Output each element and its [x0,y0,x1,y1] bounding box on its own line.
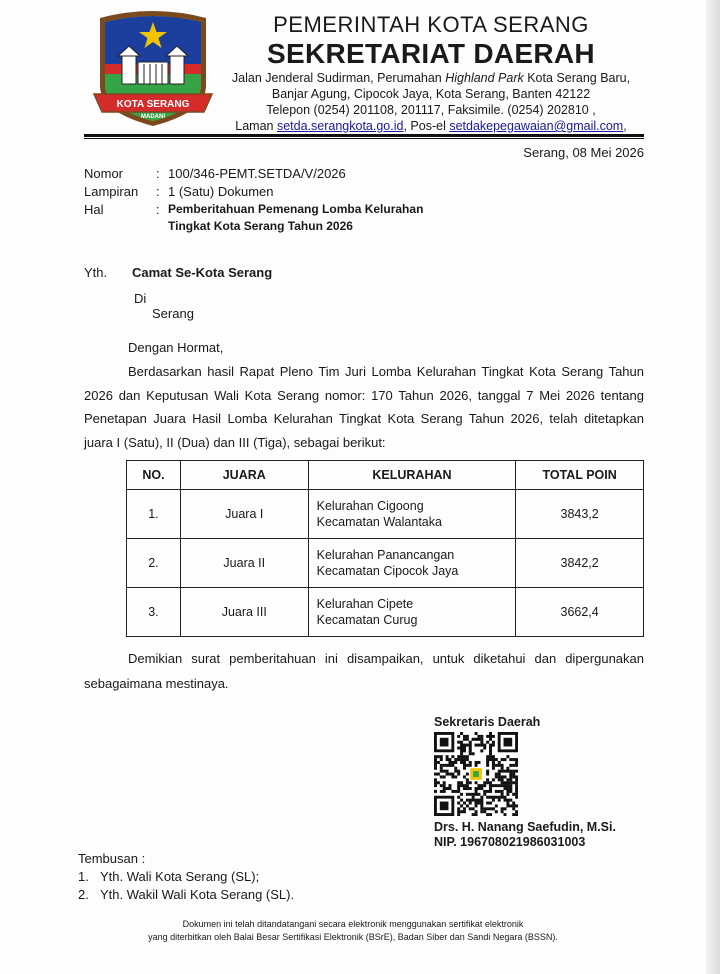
cell-no: 2. [127,539,181,588]
lampiran-colon: : [156,184,160,199]
list-item [78,868,294,886]
cell-poin: 3842,2 [516,539,644,588]
kelurahan-name: Kelurahan Cigoong [316,499,424,513]
email-label: , Pos-el [403,119,450,133]
cell-no: 3. [127,588,181,637]
kecamatan-name: Kecamatan Cipocok Jaya [316,564,459,578]
tembusan-text: Yth. Wali Kota Serang (SL); [100,869,260,884]
qr-code-icon [434,732,518,816]
hal-value-line-1: Pemberitahuan Pemenang Lomba Kelurahan [168,202,424,216]
footer-line-1: Dokumen ini telah ditandatangani secara elektronik menggunakan sertifikat elektronik [182,919,524,929]
header-total-poin: TOTAL POIN [516,461,644,490]
kecamatan-name: Kecamatan Walantaka [316,515,442,529]
hal-label: Hal [84,202,104,217]
addressee-place: Serang [152,306,194,321]
addressee [84,265,273,280]
winners-table [126,460,644,637]
logo-ribbon-text: KOTA SERANG [116,99,190,110]
website-link[interactable]: setda.serangkota.go.id [276,119,404,133]
letter-meta [84,165,498,235]
address-line-1-b: Kota Serang Baru, [523,71,631,85]
website-label: Laman [235,119,277,133]
table-header-row [127,461,644,490]
lampiran-value: 1 (Satu) Dokumen [168,184,274,199]
nomor-colon: : [156,166,160,181]
salutation: Dengan Hormat, [128,340,224,355]
kecamatan-name: Kecamatan Curug [316,613,418,627]
letter-date: Serang, 08 Mei 2026 [523,145,644,160]
lampiran-label: Lampiran [84,184,139,199]
nomor-value: 100/346-PEMT.SETDA/V/2026 [168,166,346,181]
email-link[interactable]: setdakepegawaian@gmail.com [449,119,624,133]
footer-line-2: yang diterbitkan oleh Balai Besar Sertifikasi Elektronik (BSrE), Badan Siber dan Sandi Negara (BSSN). [148,932,558,942]
cell-kelurahan [308,588,516,637]
kelurahan-name: Kelurahan Cipete [316,597,414,611]
letterhead-rule-thick [84,134,644,137]
cell-kelurahan [308,490,516,539]
tembusan-section [78,850,294,904]
cell-kelurahan [308,539,516,588]
tembusan-label: Tembusan : [78,851,146,866]
signatory [434,820,616,850]
letterhead-address [222,70,640,134]
nomor-label: Nomor [84,166,124,181]
tembusan-text: Yth. Wakil Wali Kota Serang (SL). [100,887,295,902]
closing-paragraph: Demikian surat pemberitahuan ini disampaikan, untuk diketahui dan dipergunakan sebagaimana mestinaya. [84,651,644,691]
cell-juara: Juara II [180,539,308,588]
cell-poin: 3843,2 [516,490,644,539]
logo-motto-text: MADANI [141,114,165,120]
kota-serang-emblem-icon [92,8,214,132]
kelurahan-name: Kelurahan Panancangan [316,548,455,562]
tembusan-number: 1. [78,869,89,884]
tembusan-number: 2. [78,887,89,902]
letterhead-end: , [623,119,627,133]
cell-juara: Juara III [180,588,308,637]
list-item [78,886,294,904]
yth-label: Yth. [84,265,108,280]
header-kelurahan: KELURAHAN [308,461,516,490]
signatory-nip: NIP. 196708021986031003 [434,835,586,849]
letterhead-office: SEKRETARIAT DAERAH [267,38,595,69]
table-row [127,490,644,539]
letterhead-rule-thin [84,138,644,139]
signatory-title: Sekretaris Daerah [434,715,541,729]
address-line-1-a: Jalan Jenderal Sudirman, Perumahan [231,71,446,85]
hal-value [168,201,498,235]
letterhead-government: PEMERINTAH KOTA SERANG [273,12,589,37]
table-row [127,588,644,637]
header-no: NO. [127,461,181,490]
signatory-name: Drs. H. Nanang Saefudin, M.Si. [434,820,616,834]
table-row [127,539,644,588]
page-edge-shadow [706,0,720,974]
address-phone-line: Telepon (0254) 201108, 201117, Faksimile. (0254) 202810 , [266,103,596,117]
addressee-di: Di [134,291,147,306]
hal-colon: : [156,202,160,217]
cell-juara: Juara I [180,490,308,539]
body-paragraph: Berdasarkan hasil Rapat Pleno Tim Juri Lomba Kelurahan Tingkat Kota Serang Tahun 2026 dan Keputusan Wali Kota Serang nomor: 170 Tahun 2026, tanggal 7 Mei 2026 tentang Penetapan Juara Hasil Lomba Kelurahan Tingkat Kota Serang Tahun 2026, telah ditetapkan juara I (Satu), II (Dua) dan III (Tiga), sebagai berikut: [84,364,644,450]
header-juara: JUARA [180,461,308,490]
cell-poin: 3662,4 [516,588,644,637]
address-line-2: Banjar Agung, Cipocok Jaya, Kota Serang, Banten 42122 [271,87,591,101]
e-signature-footer [0,918,706,944]
letterhead [222,12,640,134]
hal-value-line-2: Tingkat Kota Serang Tahun 2026 [168,219,353,233]
cell-no: 1. [127,490,181,539]
addressee-name: Camat Se-Kota Serang [132,265,273,280]
address-line-1-italic: Highland Park [445,71,524,85]
